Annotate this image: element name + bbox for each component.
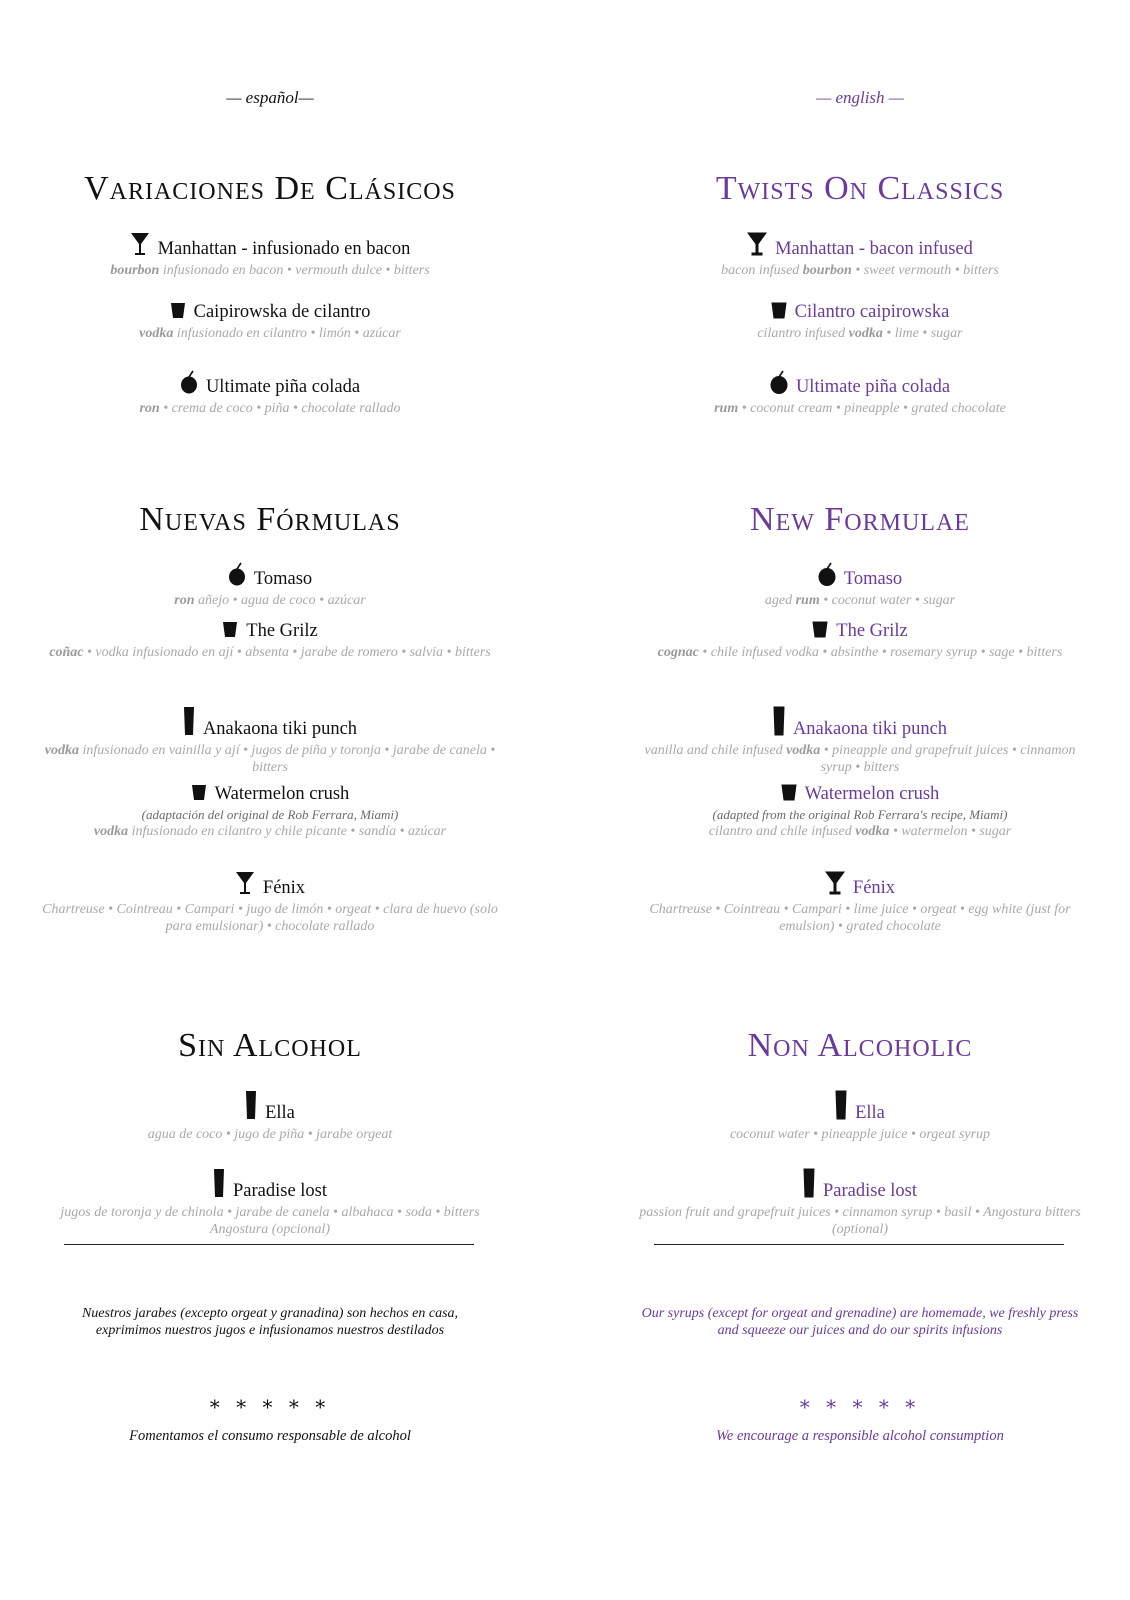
- drink-ingredients: [0, 400, 540, 417]
- drink-name-text: Watermelon crush: [804, 784, 940, 804]
- ingredient-text: jugos de toronja y de chinola • jarabe de canela • albahaca • soda • bitters Angostura (opcional): [60, 1205, 480, 1237]
- tumbler-glass-icon: [222, 621, 238, 644]
- coconut-cup-icon: [770, 370, 788, 400]
- drink-ingredients: [590, 262, 1130, 279]
- ingredient-text: • coconut cream • pineapple • grated chocolate: [738, 401, 1006, 416]
- drink-name-text: Paradise lost: [232, 1181, 328, 1201]
- ingredient-text: • pineapple and grapefruit juices • cinnamon syrup • bitters: [820, 743, 1076, 775]
- tall-glass-icon: [803, 1168, 815, 1204]
- drink-item: [590, 301, 1130, 342]
- drink-name-text: Ella: [855, 1103, 885, 1123]
- ingredient-text: infusionado en vainilla y ají • jugos de piña y toronja • jarabe de canela • bitters: [78, 743, 496, 775]
- drink-item: [590, 620, 1130, 661]
- language-label: — español—: [226, 88, 314, 107]
- martini-glass-icon: [130, 232, 150, 262]
- drink-ingredients: [0, 901, 540, 935]
- drink-note: (adaptación del original de Rob Ferrara, Miami): [141, 807, 399, 822]
- drink-ingredients: [590, 592, 1130, 609]
- tall-glass-icon: [183, 706, 195, 742]
- ingredient-text: Chartreuse • Cointreau • Campari • jugo de limón • orgeat • clara de huevo (solo para emulsionar) • chocolate rallado: [42, 902, 498, 934]
- ingredient-text: • crema de coco • piña • chocolate rallado: [159, 401, 401, 416]
- tall-glass-icon: [245, 1090, 257, 1126]
- tall-glass-icon: [835, 1090, 847, 1126]
- footnote: Our syrups (except for orgeat and grenadine) are homemade, we freshly press and squeeze our juices and do our spirits infusions: [641, 1306, 1079, 1338]
- section-heading: New Formulae: [750, 501, 970, 538]
- drink-ingredients: [0, 262, 540, 279]
- drink-name: [0, 706, 540, 742]
- drink-ingredients: [0, 1204, 540, 1238]
- martini-glass-icon: [235, 871, 255, 901]
- drink-item: [590, 1168, 1130, 1238]
- section-heading: Nuevas Fórmulas: [139, 501, 401, 538]
- drink-ingredients: [590, 823, 1130, 840]
- drink-item: [590, 370, 1130, 417]
- footnote: Nuestros jarabes (excepto orgeat y granadina) son hechos en casa, exprimimos nuestros jugos e infusionamos nuestros destilados: [81, 1306, 459, 1338]
- drink-name: [590, 783, 1130, 807]
- coconut-cup-icon: [228, 562, 246, 592]
- ingredient-text: agua de coco • jugo de piña • jarabe orgeat: [147, 1127, 393, 1142]
- main-spirit: rum: [714, 401, 739, 416]
- drink-name: [590, 1168, 1130, 1204]
- drink-item: [0, 562, 540, 609]
- drink-ingredients: [0, 1126, 540, 1143]
- responsible-drinking-note: We encourage a responsible alcohol consumption: [716, 1428, 1004, 1444]
- tumbler-glass-icon: [771, 302, 787, 325]
- drink-name: [590, 232, 1130, 262]
- ingredient-text: • vodka infusionado en ají • absenta • jarabe de romero • salvia • bitters: [83, 645, 491, 660]
- section-heading: Twists On Classics: [715, 170, 1005, 207]
- drink-item: [0, 1090, 540, 1143]
- main-spirit: vodka: [139, 326, 174, 341]
- drink-name-text: Ella: [265, 1103, 295, 1123]
- drink-ingredients: [0, 592, 540, 609]
- martini-glass-icon: [825, 871, 845, 901]
- main-spirit: vodka: [44, 743, 79, 758]
- tall-glass-icon: [773, 706, 785, 742]
- drink-name: [0, 783, 540, 807]
- drink-name-text: Tomaso: [253, 569, 313, 589]
- drink-note: (adapted from the original Rob Ferrara's recipe, Miami): [712, 807, 1008, 822]
- tumbler-glass-icon: [781, 784, 797, 807]
- section-heading: Sin Alcohol: [178, 1027, 362, 1064]
- drink-item: [590, 1090, 1130, 1143]
- main-spirit: coñac: [49, 645, 84, 660]
- drink-name: [0, 871, 540, 901]
- drink-ingredients: [590, 325, 1130, 342]
- drink-name: [0, 1090, 540, 1126]
- ingredient-text: infusionado en cilantro y chile picante • sandía • azúcar: [128, 824, 447, 839]
- main-spirit: ron: [139, 401, 160, 416]
- drink-ingredients: [590, 742, 1130, 776]
- ingredient-text: Chartreuse • Cointreau • Campari • lime juice • orgeat • egg white (just for emulsion) • grated chocolate: [649, 902, 1071, 934]
- drink-name-text: Ultimate piña colada: [205, 377, 361, 397]
- ingredient-text: coconut water • pineapple juice • orgeat syrup: [729, 1127, 991, 1142]
- stars-separator: * * * * *: [799, 1395, 921, 1419]
- drink-item: [590, 706, 1130, 776]
- drink-name: [590, 871, 1130, 901]
- ingredient-text: añejo • agua de coco • azúcar: [194, 593, 366, 608]
- responsible-drinking-note: Fomentamos el consumo responsable de alcohol: [129, 1428, 411, 1444]
- drink-item: [590, 562, 1130, 609]
- drink-name-text: Fénix: [262, 878, 306, 898]
- tumbler-glass-icon: [191, 784, 207, 807]
- drink-name: [0, 620, 540, 644]
- drink-item: [0, 871, 540, 935]
- drink-ingredients: [590, 1126, 1130, 1143]
- drink-name: [0, 370, 540, 400]
- drink-name: [590, 370, 1130, 400]
- drink-name: [590, 562, 1130, 592]
- drink-name-text: Anakaona tiki punch: [792, 719, 948, 739]
- drink-name: [0, 301, 540, 325]
- ingredient-text: cilantro and chile infused: [708, 824, 856, 839]
- drink-item: [590, 232, 1130, 279]
- coconut-cup-icon: [180, 370, 198, 400]
- drink-item: [0, 620, 540, 661]
- ingredient-text: vanilla and chile infused: [644, 743, 787, 758]
- tumbler-glass-icon: [170, 302, 186, 325]
- main-spirit: vodka: [93, 824, 129, 839]
- main-spirit: bourbon: [802, 263, 852, 278]
- drink-name-text: Watermelon crush: [214, 784, 350, 804]
- ingredient-text: • coconut water • sugar: [819, 593, 956, 608]
- drink-name-text: Manhattan - bacon infused: [775, 239, 973, 259]
- drink-name: [590, 620, 1130, 644]
- drink-name-text: Tomaso: [843, 569, 903, 589]
- drink-name-text: The Grilz: [246, 621, 318, 641]
- drink-name: [0, 562, 540, 592]
- tumbler-glass-icon: [812, 621, 828, 644]
- main-spirit: cognac: [657, 645, 699, 660]
- coconut-cup-icon: [818, 562, 836, 592]
- ingredient-text: bacon infused: [721, 263, 803, 278]
- drink-item: [0, 783, 540, 840]
- language-label: — english —: [816, 88, 904, 107]
- ingredient-text: aged: [764, 593, 796, 608]
- ingredient-text: infusionado en cilantro • limón • azúcar: [173, 326, 401, 341]
- main-spirit: rum: [795, 593, 820, 608]
- drink-ingredients: [590, 400, 1130, 417]
- drink-name: [0, 232, 540, 262]
- drink-name-text: Paradise lost: [822, 1181, 918, 1201]
- martini-glass-icon: [747, 232, 767, 262]
- drink-ingredients: [0, 644, 540, 661]
- drink-ingredients: [0, 823, 540, 840]
- ingredient-text: • chile infused vodka • absinthe • rosemary syrup • sage • bitters: [698, 645, 1063, 660]
- section-heading: Variaciones De Clásicos: [84, 170, 456, 207]
- drink-item: [0, 232, 540, 279]
- drink-item: [0, 370, 540, 417]
- drink-ingredients: [590, 644, 1130, 661]
- drink-name: [590, 301, 1130, 325]
- section-heading: Non Alcoholic: [747, 1027, 973, 1064]
- stars-separator: * * * * *: [209, 1395, 331, 1419]
- divider-line: [654, 1244, 1064, 1245]
- drink-item: [590, 783, 1130, 840]
- drink-item: [0, 301, 540, 342]
- drink-name: [0, 1168, 540, 1204]
- main-spirit: bourbon: [110, 263, 160, 278]
- ingredient-text: • sweet vermouth • bitters: [851, 263, 999, 278]
- drink-name: [590, 706, 1130, 742]
- drink-name-text: Caipirowska de cilantro: [193, 302, 371, 322]
- drink-item: [0, 1168, 540, 1238]
- drink-ingredients: [590, 1204, 1130, 1238]
- ingredient-text: infusionado en bacon • vermouth dulce • bitters: [159, 263, 430, 278]
- ingredient-text: cilantro infused: [757, 326, 849, 341]
- drink-ingredients: [0, 742, 540, 776]
- ingredient-text: • watermelon • sugar: [889, 824, 1012, 839]
- tall-glass-icon: [213, 1168, 225, 1204]
- drink-name-text: Anakaona tiki punch: [202, 719, 358, 739]
- drink-item: [0, 706, 540, 776]
- ingredient-text: passion fruit and grapefruit juices • cinnamon syrup • basil • Angostura bitters (optional): [639, 1205, 1081, 1237]
- drink-name-text: The Grilz: [836, 621, 908, 641]
- main-spirit: vodka: [855, 824, 890, 839]
- drink-ingredients: [0, 325, 540, 342]
- ingredient-text: • lime • sugar: [882, 326, 963, 341]
- main-spirit: ron: [174, 593, 195, 608]
- drink-ingredients: [590, 901, 1130, 935]
- drink-item: [590, 871, 1130, 935]
- drink-name-text: Manhattan - infusionado en bacon: [157, 239, 411, 259]
- main-spirit: vodka: [848, 326, 883, 341]
- drink-name-text: Fénix: [852, 878, 896, 898]
- main-spirit: vodka: [786, 743, 821, 758]
- drink-name: [590, 1090, 1130, 1126]
- drink-name-text: Ultimate piña colada: [795, 377, 951, 397]
- divider-line: [64, 1244, 474, 1245]
- drink-name-text: Cilantro caipirowska: [794, 302, 950, 322]
